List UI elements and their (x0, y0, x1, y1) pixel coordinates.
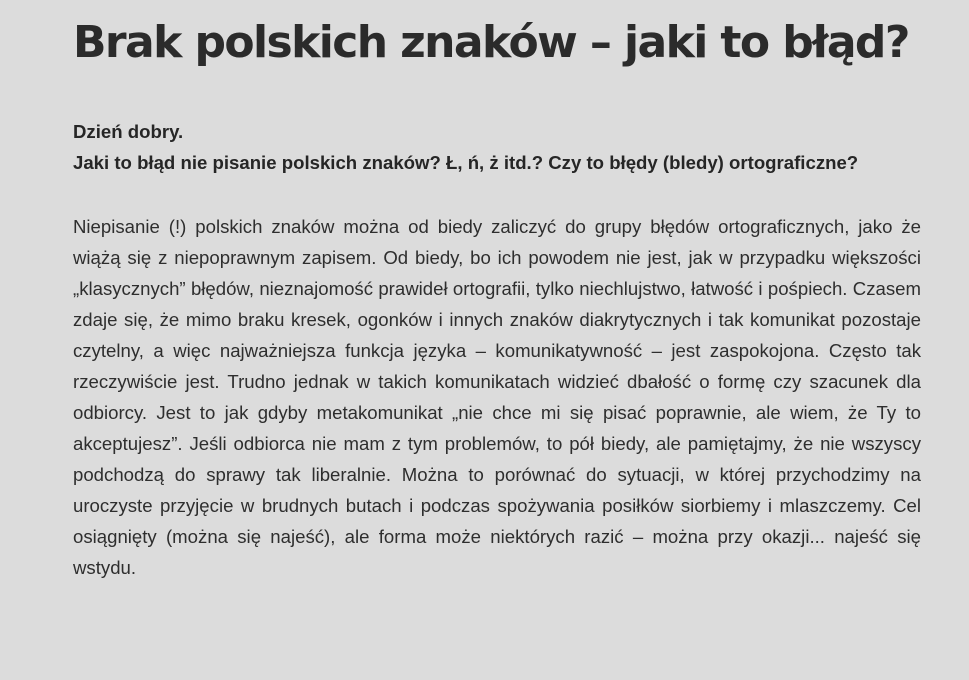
question-greeting: Dzień dobry. (73, 121, 184, 142)
reader-question (73, 116, 921, 178)
article-title: Brak polskich znaków – jaki to błąd? (73, 17, 909, 68)
question-text: Jaki to błąd nie pisanie polskich znaków? Ł, ń, ż itd.? Czy to błędy (bledy) ortograficzne? (73, 152, 859, 173)
article (73, 0, 921, 583)
answer-paragraph: Niepisanie (!) polskich znaków można od biedy zaliczyć do grupy błędów ortograficznych, jako że wiążą się z niepoprawnym zapisem. Od biedy, bo ich powodem nie jest, jak w przypadku większości „klasycznych” błędów, nieznajomość prawideł ortografii, tylko niechlujstwo, łatwość i pośpiech. Czasem zdaje się, że mimo braku kresek, ogonków i innych znaków diakrytycznych i tak komunikat pozostaje czytelny, a więc najważniejsza funkcja języka – komunikatywność – jest zaspokojona. Często tak rzeczywiście jest. Trudno jednak w takich komunikatach widzieć dbałość o formę czy szacunek dla odbiorcy. Jest to jak gdyby metakomunikat „nie chce mi się pisać poprawnie, ale wiem, że Ty to akceptujesz”. Jeśli odbiorca nie mam z tym problemów, to pół biedy, ale pamiętajmy, że nie wszyscy podchodzą do sprawy tak liberalnie. Można to porównać do sytuacji, w której przychodzimy na uroczyste przyjęcie w brudnych butach i podczas spożywania posiłków siorbiemy i mlaszczemy. Cel osiągnięty (można się najeść), ale forma może niektórych razić – można przy okazji... najeść się wstydu. (73, 216, 921, 578)
